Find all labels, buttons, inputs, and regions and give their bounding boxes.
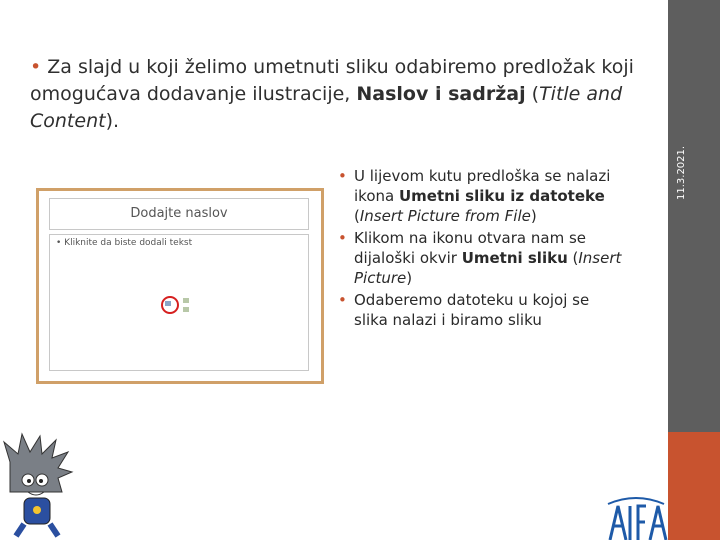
content-placeholder-text: • Kliknite da biste dodali tekst — [56, 238, 193, 248]
intro-paragraph — [30, 54, 660, 135]
alfa-logo-icon — [604, 496, 668, 540]
side-panel — [668, 0, 720, 432]
list-item: • U lijevom kutu predloška se nalazi ikona Umetni sliku iz datoteke (Insert Picture from File) — [338, 167, 611, 225]
intro-text-2: ( — [525, 83, 540, 105]
cartoon-character-icon — [0, 432, 76, 540]
bullet-dot: • — [338, 167, 347, 185]
intro-bullet: • — [30, 56, 42, 78]
picture-icon — [165, 301, 171, 306]
intro-bold: Naslov i sadržaj — [356, 83, 526, 105]
side-panel-accent — [668, 432, 720, 540]
list-item: • Odaberemo datoteku u kojoj se slika nalazi i biramo sliku — [338, 291, 590, 329]
content-placeholder[interactable] — [49, 234, 309, 371]
title-placeholder[interactable]: Dodajte naslov — [49, 198, 309, 230]
insert-picture-icon[interactable] — [161, 296, 197, 318]
intro-text: Za slajd u koji želimo umetnuti sliku odabiremo predložak koji omogućava dodavanje ilustracije, — [30, 56, 634, 105]
chart-icon — [183, 298, 189, 303]
intro-text-3: ). — [105, 110, 120, 132]
bullet-dot: • — [338, 229, 347, 247]
slide-template-thumbnail — [36, 188, 324, 384]
bullet-list — [338, 166, 623, 332]
slide-date: 11.3.2021. — [676, 145, 687, 200]
list-item: • Klikom na ikonu otvara nam se dijaloški okvir Umetni sliku (Insert Picture) — [338, 229, 622, 287]
media-icon — [183, 307, 189, 312]
bullet-dot: • — [338, 291, 347, 309]
intro-italic: Title and Content — [30, 83, 623, 132]
